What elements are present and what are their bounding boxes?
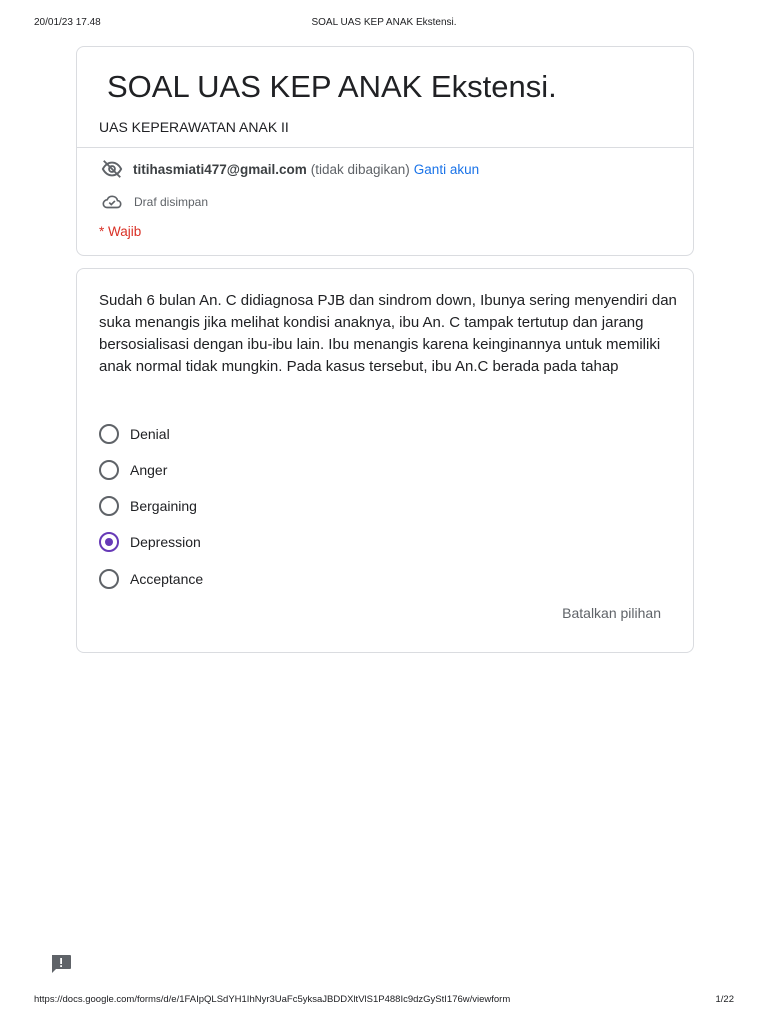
clear-selection-button[interactable]: Batalkan pilihan (562, 605, 661, 621)
form-subtitle: UAS KEPERAWATAN ANAK II (99, 119, 289, 135)
option-bergaining[interactable] (99, 493, 197, 519)
draft-status-text: Draf disimpan (134, 195, 209, 209)
question-card (76, 268, 694, 653)
question-text: Sudah 6 bulan An. C didiagnosa PJB dan sindrom down, Ibunya sering menyendiri dan suka menangis jika melihat kondisi anaknya, ibu An. C tampak tertutup dan jarang bersosialisasi dengan ibu-ibu lain. Ibu menangis karena keinginannya untuk memiliki anak normal tidak mungkin. Pada kasus tersebut, ibu An.C berada pada tahap (99, 292, 677, 375)
not-shared-label: (tidak dibagikan) (310, 161, 410, 177)
option-acceptance[interactable] (99, 566, 203, 592)
switch-account-link[interactable]: Ganti akun (413, 161, 480, 177)
radio-button[interactable] (99, 569, 119, 589)
option-label: Acceptance (130, 571, 204, 587)
print-page-number: 1/22 (715, 994, 734, 1005)
print-url: https://docs.google.com/forms/d/e/1FAIpQLSdYH1IhNyr3UaFc5yksaJBDDXltVlS1P488Ic9dzGyStI176w/viewform (34, 994, 511, 1005)
radio-button[interactable] (99, 532, 119, 552)
draft-status-row (101, 191, 208, 213)
radio-button[interactable] (99, 496, 119, 516)
option-denial[interactable] (99, 421, 170, 447)
option-label: Anger (130, 462, 168, 478)
option-label: Bergaining (130, 498, 197, 514)
visibility-off-icon (101, 158, 123, 180)
radio-button[interactable] (99, 424, 119, 444)
radio-button[interactable] (99, 460, 119, 480)
account-email: titihasmiati477@gmail.com (133, 161, 307, 177)
form-title: SOAL UAS KEP ANAK Ekstensi. (107, 69, 557, 104)
option-anger[interactable] (99, 457, 167, 483)
option-label: Denial (130, 426, 170, 442)
option-label: Depression (130, 534, 201, 550)
account-row (101, 157, 479, 181)
form-header-card (76, 46, 694, 256)
header-divider (77, 147, 693, 148)
print-date: 20/01/23 17.48 (34, 17, 101, 28)
feedback-icon[interactable] (50, 954, 72, 974)
cloud-done-icon (101, 191, 123, 213)
print-doc-title: SOAL UAS KEP ANAK Ekstensi. (311, 17, 457, 28)
required-note: * Wajib (99, 224, 142, 239)
option-depression[interactable] (99, 529, 201, 555)
